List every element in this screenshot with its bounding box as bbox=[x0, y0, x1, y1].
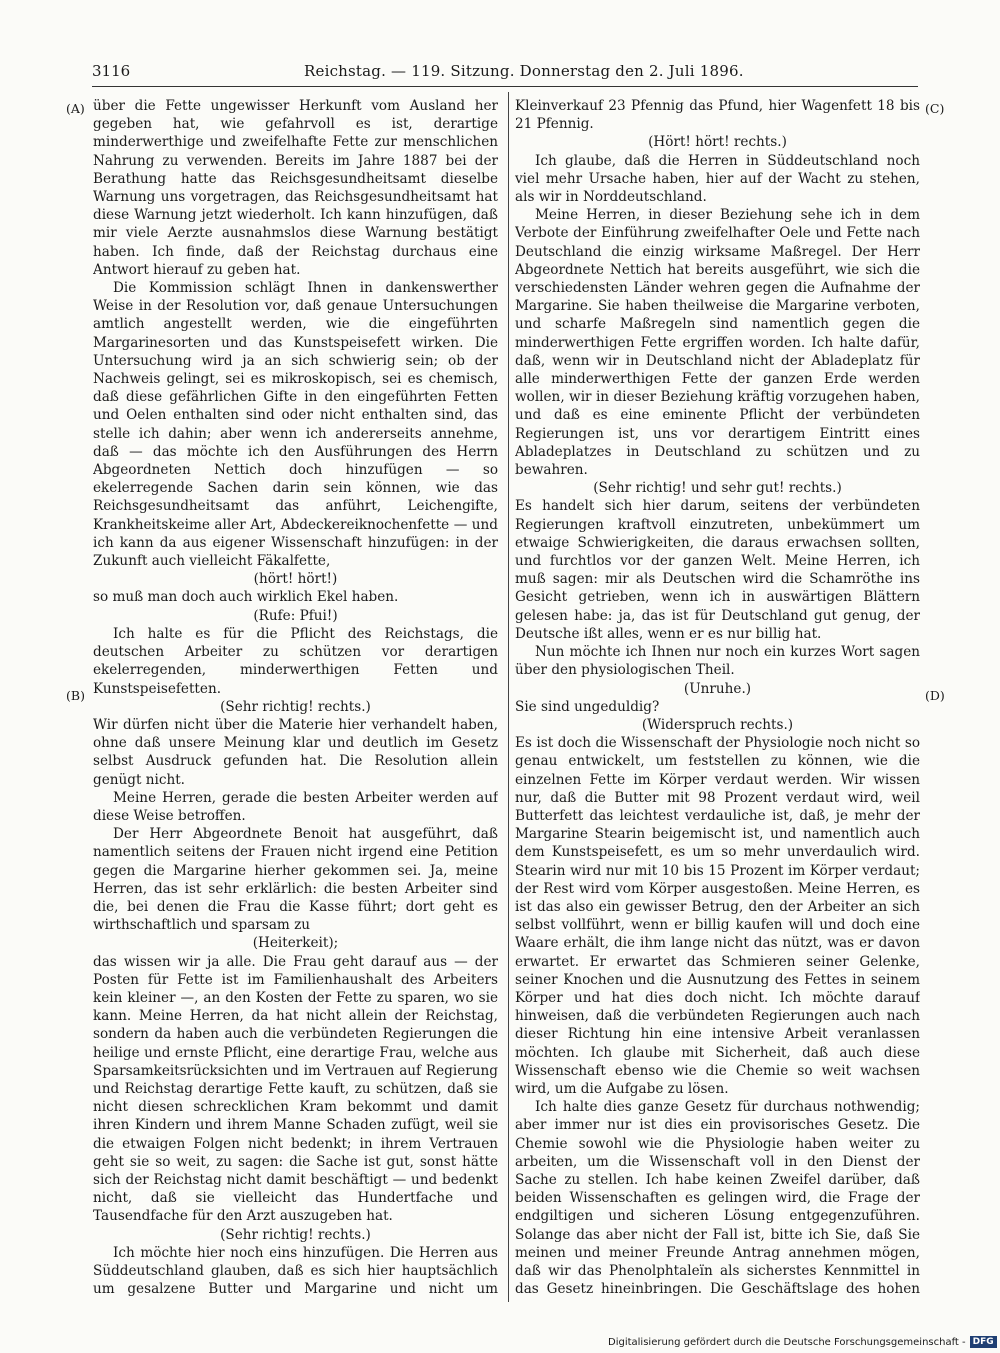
footer-text: Digitalisierung gefördert durch die Deutsche Forschungsgemeinschaft - bbox=[608, 1337, 966, 1348]
paragraph: Nun möchte ich Ihnen nur noch ein kurzes Wort sagen über den physiologischen Theil. bbox=[515, 644, 920, 679]
paragraph: das wissen wir ja alle. Die Frau geht darauf aus — der Posten für Fette ist im Familienhaushalt des Arbeiters kein kleiner —, an den Kosten der Fette zu sparen, wo sie kann. Meine Herren, da hat nicht allein der Reichstag, sondern da haben auch die verbündeten Regierungen die heilige und ernste Pflicht, eine derartige Frau, welche aus Sparsamkeitsrücksichten und im Vertrauen auf Regierung und Reichstag derartige Fette kauft, zu schützen, daß sie nicht diesen schrecklichen Kram bekommt und damit ihren Kindern und ihrem Manne Schaden zufügt, weil sie die etwaigen Folgen nicht bedenkt; in ihrem Vertrauen geht sie so weit, zu sagen: die Sache ist gut, sonst hätte sich der Reichstag nicht damit beschäftigt — und bedenkt nicht, daß sie vielleicht das Hundertfache und Tausendfache für den Arzt auszugeben hat. bbox=[93, 953, 498, 1225]
paragraph: Der Herr Abgeordnete Benoit hat ausgeführt, daß namentlich seitens der Frauen nicht irgend eine Petition gegen die Margarine hierher gekommen sei. Ja, meine Herren, das ist sehr erklärlich: die besten Arbeiter sind die, bei denen die Frau die Kasse führt; dort geht es wirthschaftlich und sparsam zu bbox=[93, 826, 498, 934]
interjection: (Hört! hört! rechts.) bbox=[648, 134, 787, 151]
paragraph: Es handelt sich hier darum, seitens der verbündeten Regierungen kraftvoll einzutreten, unbekümmert um etwaige Schwierigkeiten, die daraus erwachsen sollten, und furchtlos vor der ganzen Welt. Meine Herren, ich muß sagen: mir als Deutschen wird die Schamröthe ins Gesicht getrieben, wenn ich in auswärtigen Blättern gelesen habe: ja, das ist für Deutschland gut genug, der Deutsche ißt alles, wenn er es nur billig hat. bbox=[515, 498, 920, 642]
interjection: (Sehr richtig! rechts.) bbox=[220, 1226, 371, 1243]
margin-marker-a: (A) bbox=[66, 101, 85, 116]
interjection: (Sehr richtig! rechts.) bbox=[220, 698, 371, 715]
paragraph: Sie sind ungeduldig? bbox=[515, 698, 660, 715]
paragraph: Ich halte es für die Pflicht des Reichstags, die deutschen Arbeiter zu schützen vor derartigen ekelerregenden, minderwerthigen Fetten und Kunstspeisefetten. bbox=[93, 625, 498, 697]
interjection: (Widerspruch rechts.) bbox=[641, 716, 794, 733]
right-column bbox=[515, 97, 920, 1297]
paragraph: Wir dürfen nicht über die Materie hier verhandelt haben, ohne daß unsere Meinung klar und deutlich im Gesetz selbst Ausdruck gefunden hat. Die Resolution allein genügt nicht. bbox=[93, 716, 498, 788]
paragraph: Ich möchte hier noch eins hinzufügen. Die Herren aus Süddeutschland glauben, daß es sich hier hauptsächlich um gesalzene Butter und Margarine und nicht um bbox=[93, 1244, 498, 1297]
page-number: 3116 bbox=[92, 62, 131, 80]
digitization-footer bbox=[608, 1336, 1000, 1350]
paragraph: Kleinverkauf 23 Pfennig das Pfund, hier Wagenfett 18 bis 21 Pfennig. bbox=[515, 98, 920, 133]
paragraph: über die Fette ungewisser Herkunft vom Ausland her gegeben hat, wie gefahrvoll es ist, derartige minderwerthige und zweifelhafte Fette zur menschlichen Nahrung zu verwenden. Bereits im Jahre 1887 bei der Berathung hatte das Reichsgesundheitsamt dieselbe Warnung uns vorgetragen, das Reichsgesundheitsamt hat diese Warnung jetzt wiederholt. Ich kann hinzufügen, daß mir viele Aerzte ausnahmslos diese Warnung bestätigt haben. Ich finde, daß der Reichstag durchaus eine Antwort hierauf zu geben hat. bbox=[93, 98, 498, 278]
running-title: Reichstag. — 119. Sitzung. Donnerstag den 2. Juli 1896. bbox=[304, 62, 744, 80]
paragraph: Ich glaube, daß die Herren in Süddeutschland noch viel mehr Ursache haben, hier auf der Wacht zu stehen, als wir in Norddeutschland. bbox=[515, 152, 920, 206]
margin-marker-c: (C) bbox=[925, 101, 945, 116]
interjection: (Sehr richtig! und sehr gut! rechts.) bbox=[593, 480, 842, 497]
margin-marker-d: (D) bbox=[925, 688, 945, 703]
column-separator bbox=[508, 92, 509, 1302]
paragraph: so muß man doch auch wirklich Ekel haben. bbox=[93, 589, 399, 606]
paragraph: Ich halte dies ganze Gesetz für durchaus nothwendig; aber immer nur ist dies ein provisorisches Gesetz. Die Chemie sowohl wie die Physiologie haben weiter zu arbeiten, um die Wissenschaft voll in den Dienst der Sache zu stellen. Ich habe keinen Zweifel darüber, daß beiden Wissenschaften es gelingen wird, die Frage der endgiltigen und sicheren Lösung entgegenzuführen. Solange das aber nicht der Fall ist, bitte ich Sie, daß Sie meinen und meiner Freunde Antrag annehmen mögen, daß wir das Phenolphtaleïn als sicherstes Kennmittel in das Gesetz hineinbringen. Die Geschäftslage des hohen bbox=[515, 1099, 920, 1297]
left-column bbox=[93, 97, 498, 1297]
paragraph: Meine Herren, in dieser Beziehung sehe ich in dem Verbote der Einführung zweifelhafter Oele und Fette nach Deutschland die einzig wirksame Maßregel. Der Herr Abgeordnete Nettich hat bereits ausgeführt, wie sich die verschiedensten Länder wehren gegen die Aufnahme der Margarine. Sie haben theilweise die Margarine verboten, und scharfe Maßregeln sind namentlich gegen die minderwerthigen Fette ergriffen worden. Ich halte dafür, daß, wenn wir in Deutschland nicht der Abladeplatz für alle minderwerthigen Fette der ganzen Erde werden wollen, wir in dieser Beziehung kräftig vorzugehen haben, und daß es eine eminente Pflicht der verbündeten Regierungen ist, uns vor derartigem Eintritt eines Abladeplatzes in Deutschland zu schützen und zu bewahren. bbox=[515, 207, 920, 479]
header-rule bbox=[92, 86, 918, 87]
paragraph: Die Kommission schlägt Ihnen in dankenswerther Weise in der Resolution vor, daß genaue Untersuchungen amtlich angestellt werden, wie die eingeführten Margarinesorten und das Kunstspeisefett wirken. Die Untersuchung wird ja an sich schwierig sein; ob der Nachweis gelingt, sei es mikroskopisch, sei es chemisch, daß diese gefährlichen Gifte in den eingeführten Fetten und Oelen enthalten sind oder nicht enthalten sind, das stelle ich dahin; aber wenn ich andererseits annehme, daß — das möchte ich den Ausführungen des Herrn Abgeordneten Nettich doch hinzufügen — so ekelerregende Sachen darin sein können, wie das Reichsgesundheitsamt das anführt, Leichengifte, Krankheitskeime aller Art, Abdeckereiknochenfette — und ich kann da aus eigener Wissenschaft hinzufügen: in der Zukunft auch vielleicht Fäkalfette, bbox=[93, 280, 498, 570]
interjection: (Rufe: Pfui!) bbox=[253, 607, 338, 624]
page-header bbox=[92, 60, 916, 82]
dfg-logo: DFG bbox=[970, 1336, 997, 1348]
interjection: (Unruhe.) bbox=[683, 680, 752, 697]
paragraph: Meine Herren, gerade die besten Arbeiter werden auf diese Weise betroffen. bbox=[93, 789, 498, 824]
paragraph: Es ist doch die Wissenschaft der Physiologie noch nicht so genau entwickelt, um feststellen zu können, wie die einzelnen Fette im Körper verdaut werden. Wir wissen nur, daß die Butter mit 98 Prozent verdaut wird, weil Butterfett das leichtest verdauliche ist, daß, je mehr der Margarine Stearin beigemischt ist, und namentlich auch dem Kunstspeisefett, es um so mehr unverdaulich wird. Stearin wird nur mit 10 bis 15 Prozent im Körper verdaut; der Rest wird vom Körper ausgestoßen. Meine Herren, es ist das also ein gewisser Betrug, den der Arbeiter an sich selbst vollführt, wenn er billig kaufen will und doch eine Waare erhält, die ihm lange nicht das nützt, was er davon erwartet. Er erwartet das Schmieren seiner Gelenke, seiner Knochen und die Ausnutzung des Fettes in seinem Körper und hat dies doch nicht. Ich möchte darauf hinweisen, daß die verbündeten Regierungen auch nach dieser Richtung hin eine intensive Arbeit veranlassen möchten. Ich glaube mit Sicherheit, daß auch diese Wissenschaft ebenso wie die Chemie so weit wachsen wird, um die Aufgabe zu lösen. bbox=[515, 735, 920, 1097]
interjection: (Heiterkeit); bbox=[252, 935, 339, 952]
margin-marker-b: (B) bbox=[66, 688, 85, 703]
interjection: (hört! hört!) bbox=[253, 571, 338, 588]
